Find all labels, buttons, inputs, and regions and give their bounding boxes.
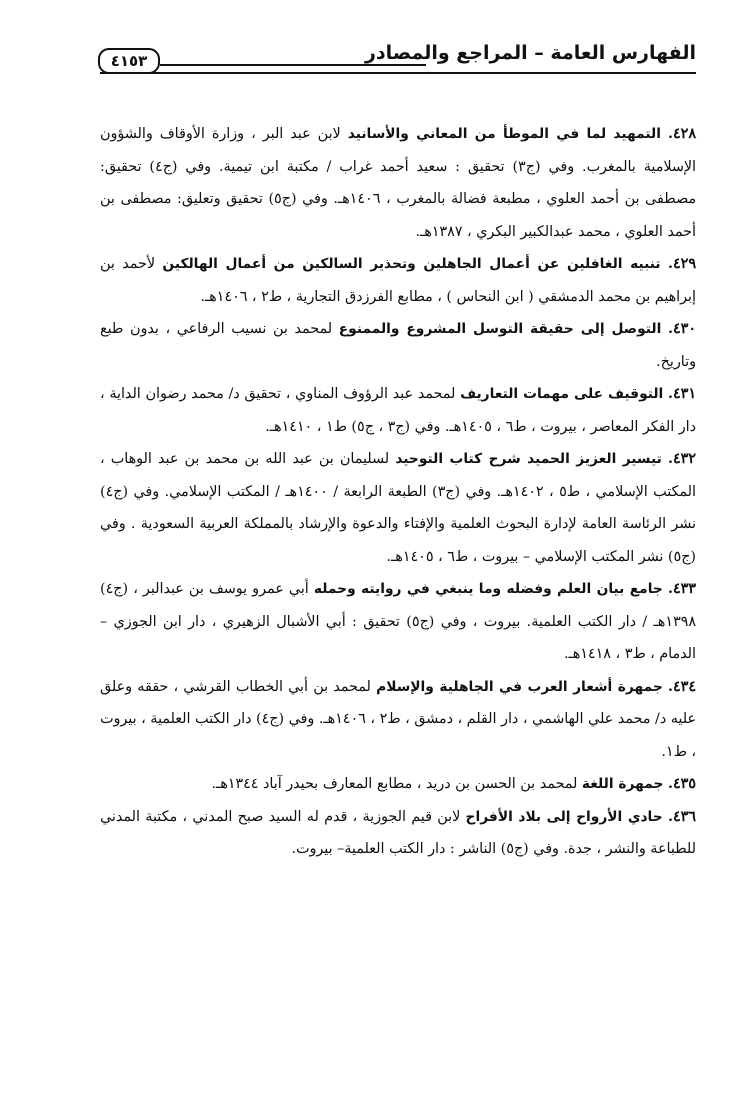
references-list: [100, 118, 696, 866]
entry-title: تيسير العزيز الحميد شرح كتاب التوحيد: [395, 451, 662, 467]
entry-details: لأحمد بن إبراهيم بن محمد الدمشقي ( ابن النحاس ) ، مطابع الفرزدق التجارية ، ط٢ ، ١٤٠٦هـ.: [100, 256, 696, 305]
page-header: [100, 38, 696, 78]
entry-number: ٤٣١.: [668, 386, 697, 402]
entry-details: لمحمد بن أبي الخطاب القرشي ، حققه وعلق عليه د/ محمد علي الهاشمي ، دار القلم ، دمشق ، ط٢ ، ١٤٠٦هـ. وفي (ج٤) دار الكتب العلمية ، بيروت ، ط١.: [100, 678, 696, 760]
entry-title: التوقيف على مهمات التعاريف: [460, 386, 664, 402]
header-underline: [100, 72, 696, 74]
entry-details: لابن عبد البر ، وزارة الأوقاف والشؤون الإسلامية بالمغرب. وفي (ج٣) تحقيق : سعيد أحمد غراب / مكتبة ابن تيمية. وفي (ج٤) تحقيق: مصطفى بن أحمد العلوي ، مطبعة فضالة بالمغرب ، ١٤٠٦هـ. وفي (ج٥) تحقيق وتعليق: مصطفى بن أحمد العلوي ، محمد عبدالكبير البكري ، ١٣٨٧هـ.: [100, 126, 696, 240]
reference-entry: [100, 118, 696, 248]
entry-number: ٤٣٢.: [667, 451, 696, 467]
header-rule: [160, 64, 426, 66]
entry-details: لمحمد بن نسيب الرفاعي ، بدون طبع وتاريخ.: [100, 321, 696, 370]
reference-entry: [100, 671, 696, 769]
page-number: ٤١٥٣: [98, 48, 160, 74]
entry-title: جمهرة أشعار العرب في الجاهلية والإسلام: [376, 678, 663, 695]
entry-title: التمهيد لما في الموطأ من المعاني والأسانيد: [347, 126, 661, 142]
reference-entry: [100, 248, 696, 313]
reference-entry: [100, 768, 696, 801]
entry-title: حادي الأرواح إلى بلاد الأفراح: [465, 808, 663, 825]
reference-entry: [100, 313, 696, 378]
entry-details: أبي عمرو يوسف بن عبدالبر ، (ج٤) ١٣٩٨هـ / دار الكتب العلمية. بيروت ، وفي (ج٥) تحقيق : أبي الأشبال الزهيري ، دار ابن الجوزي – الدمام ، ط٣ ، ١٤١٨هـ.: [100, 581, 697, 662]
entry-title: جامع بيان العلم وفضله وما ينبغي في روايته وحمله: [313, 581, 663, 597]
entry-number: ٤٣٤.: [668, 678, 697, 695]
entry-number: ٤٢٩.: [668, 256, 697, 272]
entry-details: لابن قيم الجوزية ، قدم له السيد صبح المدني ، مكتبة المدني للطباعة والنشر ، جدة. وفي (ج٥) الناشر : دار الكتب العلمية– بيروت.: [100, 808, 696, 857]
entry-number: ٤٣٦.: [667, 808, 696, 825]
entry-number: ٤٣٥.: [667, 776, 696, 792]
entry-title: التوصل إلى حقيقة التوسل المشروع والممنوع: [338, 321, 662, 337]
entry-details: لمحمد بن الحسن بن دريد ، مطابع المعارف بحيدر آباد ١٣٤٤هـ.: [211, 776, 578, 792]
reference-entry: [100, 573, 696, 671]
header-title: الفهارس العامة – المراجع والمصادر: [364, 42, 696, 64]
reference-entry: [100, 378, 696, 443]
entry-title: جمهرة اللغة: [581, 776, 664, 792]
reference-entry: [100, 443, 696, 573]
entry-number: ٤٣٠.: [667, 321, 697, 337]
entry-details: لسليمان بن عبد الله بن محمد بن عبد الوهاب ، المكتب الإسلامي ، ط٥ ، ١٤٠٢هـ. وفي (ج٣) الطبعة الرابعة / ١٤٠٠هـ / المكتب الإسلامي. وفي (ج٤) نشر الرئاسة العامة لإدارة البحوث العلمية والإفتاء والدعوة والإرشاد بالمملكة العربية السعودية . وفي (ج٥) نشر المكتب الإسلامي – بيروت ، ط٦ ، ١٤٠٥هـ.: [100, 451, 696, 565]
reference-entry: [100, 801, 696, 866]
entry-number: ٤٢٨.: [667, 126, 697, 142]
entry-number: ٤٣٣.: [667, 581, 696, 597]
entry-title: تنبيه الغافلين عن أعمال الجاهلين وتحذير السالكين من أعمال الهالكين: [162, 256, 661, 272]
entry-details: لمحمد عبد الرؤوف المناوي ، تحقيق د/ محمد رضوان الداية ، دار الفكر المعاصر ، بيروت ، ط٦ ، ١٤٠٥هـ. وفي (ج٣ ، ج٥) ط١ ، ١٤١٠هـ.: [100, 386, 696, 435]
